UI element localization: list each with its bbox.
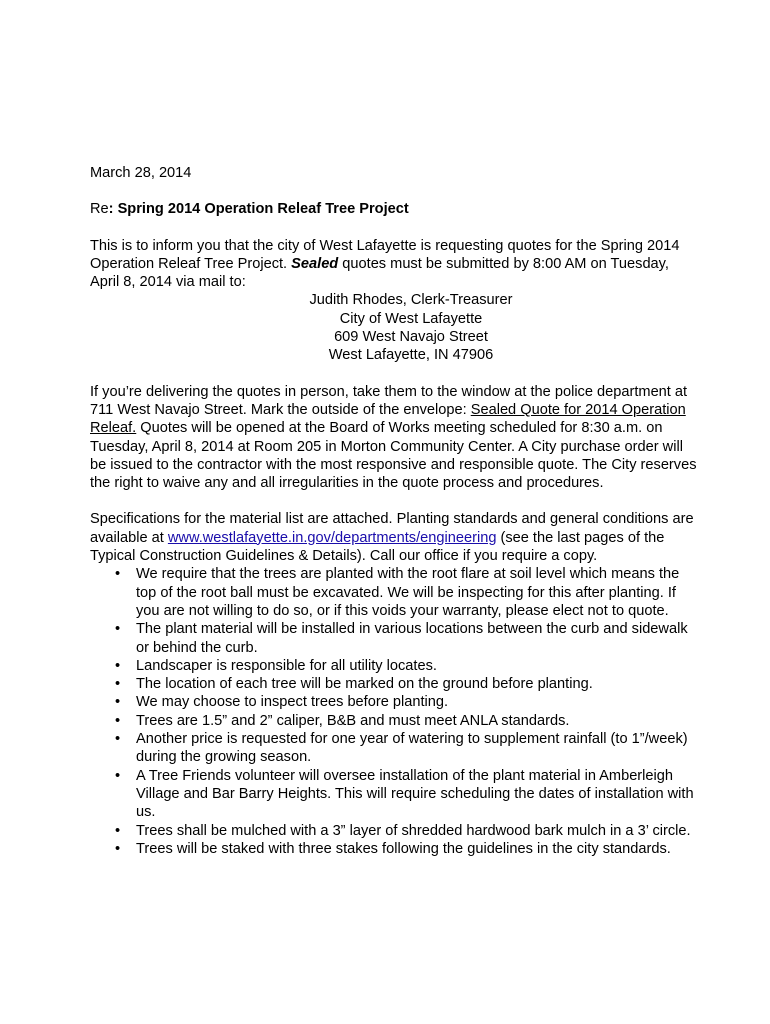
subject-prefix: Re — [90, 201, 109, 218]
delivery-paragraph — [90, 383, 700, 493]
bullet-icon: • — [115, 621, 121, 638]
list-item — [90, 767, 700, 822]
bullet-icon: • — [115, 840, 121, 857]
list-item — [90, 565, 700, 620]
envelope-label: Sealed Quote for 2014 Operation Releaf. — [90, 401, 686, 437]
bullet-icon: • — [115, 694, 121, 711]
list-item-text: Another price is requested for one year of watering to supplement rainfall (to 1”/week) during the growing season. — [136, 731, 688, 766]
list-item — [90, 712, 700, 730]
list-item-text: The location of each tree will be marked on the ground before planting. — [136, 676, 593, 693]
list-item — [90, 840, 700, 858]
list-item-text: A Tree Friends volunteer will oversee installation of the plant material in Amberleigh Village and Bar Barry Heights. This will require scheduling the dates of installation with us. — [136, 767, 694, 821]
list-item-text: The plant material will be installed in various locations between the curb and sidewalk or behind the curb. — [136, 621, 688, 656]
intro-text-1: This is to inform you that the city of West Lafayette is requesting quotes for the Spring 2014 Operation Releaf Tree Project. — [90, 237, 680, 272]
intro-text-2: quotes must be submitted by 8:00 AM on Tuesday, April 8, 2014 via mail to: — [90, 255, 669, 291]
bullet-icon: • — [115, 676, 121, 693]
list-item — [90, 693, 700, 711]
list-item — [90, 675, 700, 693]
delivery-text-2: Quotes will be opened at the Board of Works meeting scheduled for 8:30 a.m. on Tuesday, April 8, 2014 at Room 205 in Morton Community Center. A City purchase order will be issued to the contractor with the most responsive and responsible quote. The City reserves the right to waive any and all irregularities in the quote process and procedures. — [90, 420, 697, 492]
address-line-city-office: City of West Lafayette — [339, 310, 483, 327]
list-item — [90, 657, 700, 675]
list-item-text: Trees will be staked with three stakes following the guidelines in the city standards. — [136, 840, 671, 857]
engineering-link[interactable]: www.westlafayette.in.gov/departments/engineering — [167, 529, 497, 546]
subject-line — [90, 200, 700, 218]
list-item — [90, 620, 700, 657]
list-item-text: Trees shall be mulched with a 3” layer of shredded hardwood bark mulch in a 3’ circle. — [136, 822, 691, 839]
specs-paragraph — [90, 510, 700, 565]
letter-date: March 28, 2014 — [90, 165, 192, 181]
list-item — [90, 822, 700, 840]
intro-sealed: Sealed — [291, 255, 339, 272]
bullet-icon: • — [115, 712, 121, 729]
mailing-address — [90, 291, 700, 364]
specs-text-2: (see the last pages of the Typical Construction Guidelines & Details). Call our office if you require a copy. — [90, 529, 665, 565]
list-item-text: Trees are 1.5” and 2” caliper, B&B and must meet ANLA standards. — [136, 712, 570, 729]
specs-text-1: Specifications for the material list are attached. Planting standards and general conditions are available at — [90, 511, 694, 546]
address-line-city-state: West Lafayette, IN 47906 — [328, 347, 494, 364]
requirements-list — [90, 565, 700, 858]
list-item — [90, 730, 700, 767]
bullet-icon: • — [115, 566, 121, 583]
bullet-icon: • — [115, 731, 121, 748]
list-item-text: We may choose to inspect trees before planting. — [136, 694, 449, 711]
list-item-text: We require that the trees are planted with the root flare at soil level which means the top of the root ball must be excavated. We will be inspecting for this after planting. If you are not willing to do so, or if this voids your warranty, please elect not to quote. — [136, 566, 680, 619]
bullet-icon: • — [115, 657, 121, 674]
letter-page — [90, 164, 700, 858]
bullet-icon: • — [115, 767, 121, 784]
list-item-text: Landscaper is responsible for all utility locates. — [136, 657, 437, 674]
address-line-street: 609 West Navajo Street — [334, 329, 488, 346]
bullet-icon: • — [115, 822, 121, 839]
subject-text: : Spring 2014 Operation Releaf Tree Project — [108, 201, 409, 218]
delivery-text-1: If you’re delivering the quotes in person, take them to the window at the police department at 711 West Navajo Street. Mark the outside of the envelope: — [90, 383, 688, 418]
intro-paragraph — [90, 237, 700, 292]
address-line-name: Judith Rhodes, Clerk-Treasurer — [309, 292, 513, 309]
